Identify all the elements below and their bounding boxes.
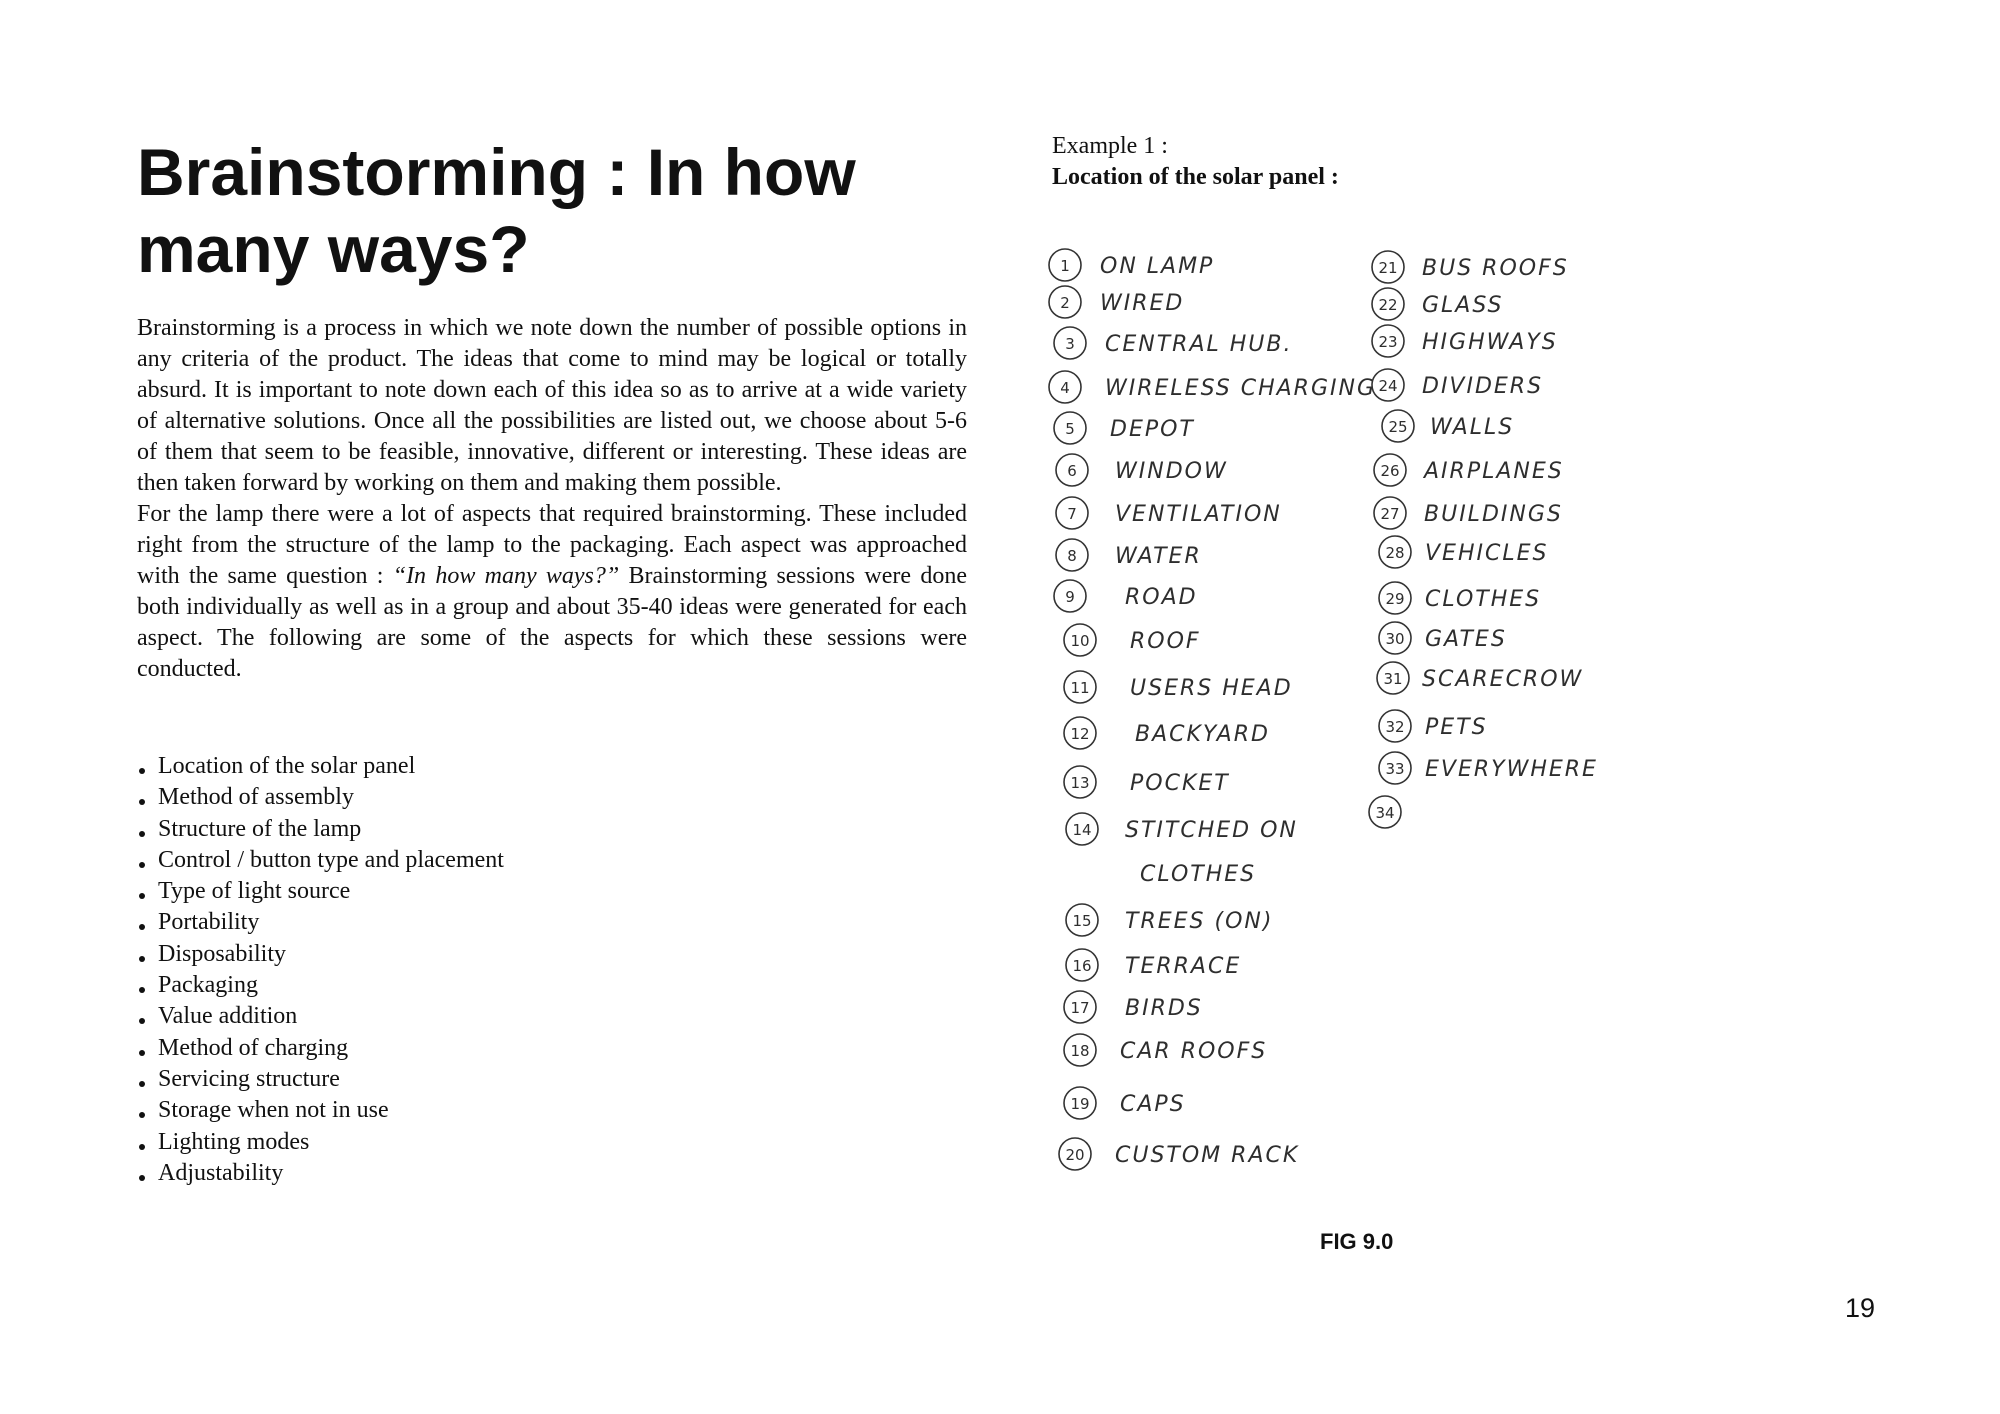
- list-item: Method of charging: [137, 1033, 504, 1064]
- figure-caption: FIG 9.0: [1320, 1229, 1394, 1254]
- list-item: Value addition: [137, 1001, 504, 1032]
- item-number: 2: [1060, 294, 1070, 312]
- intro-paragraph-2-start: For the lamp there were a lot of aspects that required brainstorming. These included right from the structure of the lamp to the packaging. Each aspect was approached with the same question :: [137, 501, 967, 589]
- item-number: 3: [1065, 335, 1075, 353]
- example-label: Example 1 :: [1052, 133, 1168, 159]
- handwritten-item: ON LAMP: [1100, 254, 1215, 279]
- item-number: 15: [1072, 912, 1092, 930]
- handwritten-item: PETS: [1425, 715, 1488, 740]
- handwritten-item: BACKYARD: [1135, 722, 1270, 747]
- list-item: Location of the solar panel: [137, 751, 504, 782]
- item-number: 34: [1375, 804, 1395, 822]
- handwritten-item: VENTILATION: [1115, 502, 1282, 527]
- item-number: 30: [1385, 630, 1405, 648]
- intro-paragraph-2: [137, 499, 967, 685]
- handwritten-item: EVERYWHERE: [1425, 757, 1598, 782]
- handwritten-item: POCKET: [1130, 771, 1230, 796]
- page-title: Brainstorming : In how many ways?: [137, 135, 856, 286]
- item-number: 25: [1388, 418, 1408, 436]
- item-number: 8: [1067, 547, 1077, 565]
- handwritten-item: BUS ROOFS: [1422, 256, 1569, 281]
- item-number: 32: [1385, 718, 1405, 736]
- intro-paragraph-2-end: Brainstorming sessions were done both individually as well as in a group and about 35-40 ideas were generated for each aspect. The following are some of the aspects for which these sessions were conducted.: [137, 563, 967, 682]
- item-number: 17: [1070, 999, 1090, 1017]
- handwritten-item: WIRED: [1100, 291, 1185, 316]
- item-number: 20: [1065, 1146, 1085, 1164]
- handwritten-item: BUILDINGS: [1424, 502, 1563, 527]
- list-item: Storage when not in use: [137, 1095, 504, 1126]
- intro-text: [137, 313, 967, 685]
- handwritten-item: BIRDS: [1125, 996, 1203, 1021]
- item-number: 26: [1380, 462, 1400, 480]
- handwritten-item: CAPS: [1120, 1092, 1186, 1117]
- handwritten-item: TREES (ON): [1125, 909, 1274, 934]
- item-number: 4: [1060, 379, 1070, 397]
- handwritten-item: GATES: [1425, 627, 1507, 652]
- list-item: Packaging: [137, 970, 504, 1001]
- intro-question-quote: “In how many ways?”: [392, 563, 620, 589]
- item-number: 9: [1065, 588, 1075, 606]
- item-number: 33: [1385, 760, 1405, 778]
- handwritten-item: TERRACE: [1125, 954, 1242, 979]
- item-number: 12: [1070, 725, 1090, 743]
- item-number: 22: [1378, 296, 1398, 314]
- handwritten-item: WATER: [1115, 544, 1202, 569]
- item-number: 19: [1070, 1095, 1090, 1113]
- handwritten-item: VEHICLES: [1425, 541, 1549, 566]
- aspect-list: [137, 751, 504, 1189]
- handwritten-item: WALLS: [1430, 415, 1515, 440]
- list-item: Structure of the lamp: [137, 814, 504, 845]
- page-number: 19: [1845, 1293, 1876, 1323]
- handwritten-item: ROAD: [1125, 585, 1198, 610]
- list-item: Control / button type and placement: [137, 845, 504, 876]
- item-number: 11: [1070, 679, 1090, 697]
- item-number: 14: [1072, 821, 1092, 839]
- handwritten-item: WINDOW: [1115, 459, 1228, 484]
- item-number: 21: [1378, 259, 1398, 277]
- list-item: Method of assembly: [137, 782, 504, 813]
- item-number: 24: [1378, 377, 1398, 395]
- item-number: 1: [1060, 257, 1070, 275]
- item-number: 16: [1072, 957, 1092, 975]
- handwritten-item: CUSTOM RACK: [1115, 1143, 1300, 1168]
- handwritten-item: CAR ROOFS: [1120, 1039, 1268, 1064]
- handwritten-item: GLASS: [1422, 293, 1504, 318]
- list-item: Type of light source: [137, 876, 504, 907]
- list-item: Portability: [137, 907, 504, 938]
- item-number: 6: [1067, 462, 1077, 480]
- example-subtitle: Location of the solar panel :: [1052, 164, 1339, 190]
- item-number: 13: [1070, 774, 1090, 792]
- handwritten-item: CLOTHES: [1425, 587, 1542, 612]
- item-number: 10: [1070, 632, 1090, 650]
- handwritten-item: CENTRAL HUB.: [1105, 332, 1293, 357]
- intro-paragraph-1: Brainstorming is a process in which we note down the number of possible options in any criteria of the product. The ideas that come to mind may be logical or totally absurd. It is important to note down each of this idea so as to arrive at a wide variety of alternative solutions. Once all the possibilities are listed out, we choose about 5-6 of them that seem to be feasible, innovative, different or interesting. These ideas are then taken forward by working on them and making them possible.: [137, 315, 967, 496]
- handwritten-item: HIGHWAYS: [1422, 330, 1558, 355]
- handwritten-item: AIRPLANES: [1424, 459, 1564, 484]
- handwritten-item: DEPOT: [1110, 417, 1195, 442]
- list-item: Lighting modes: [137, 1127, 504, 1158]
- item-number: 28: [1385, 544, 1405, 562]
- handwritten-item: USERS HEAD: [1130, 676, 1293, 701]
- handwritten-item: STITCHED ON: [1125, 818, 1298, 843]
- item-number: 7: [1067, 505, 1077, 523]
- handwritten-item: WIRELESS CHARGING: [1105, 376, 1377, 401]
- handwritten-item: ROOF: [1130, 629, 1201, 654]
- list-item: Servicing structure: [137, 1064, 504, 1095]
- list-item: Disposability: [137, 939, 504, 970]
- item-number: 31: [1383, 670, 1403, 688]
- handwritten-item: SCARECROW: [1422, 667, 1584, 692]
- item-number: 23: [1378, 333, 1398, 351]
- item-number: 5: [1065, 420, 1075, 438]
- list-item: Adjustability: [137, 1158, 504, 1189]
- handwritten-item: CLOTHES: [1140, 862, 1257, 887]
- handwritten-item: DIVIDERS: [1422, 374, 1544, 399]
- handwritten-brainstorm-sketch: [1040, 230, 1640, 1190]
- item-number: 18: [1070, 1042, 1090, 1060]
- item-number: 27: [1380, 505, 1400, 523]
- item-number: 29: [1385, 590, 1405, 608]
